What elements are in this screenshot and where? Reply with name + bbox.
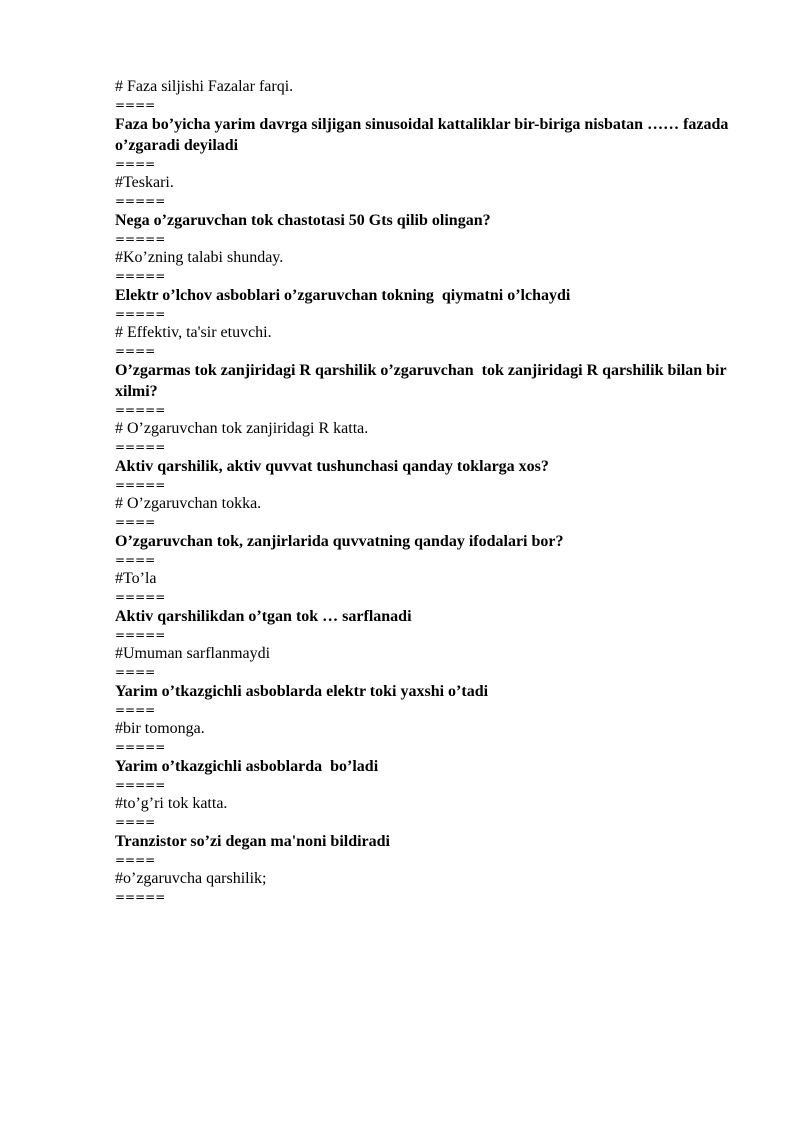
answer-line: # O’zgaruvchan tokka. (115, 495, 262, 512)
question-line: Yarim o’tkazgichli asboblarda bo’ladi (115, 758, 379, 775)
answer-line: # Faza siljishi Fazalar farqi. (115, 78, 294, 95)
answer-line: #bir tomonga. (115, 720, 205, 737)
separator-line: ===== (115, 403, 166, 417)
answer-line: #Teskari. (115, 174, 174, 191)
separator-line: ==== (115, 553, 156, 567)
document-page (115, 77, 755, 906)
question-line: O’zgarmas tok zanjiridagi R qarshilik o’zgaruvchan tok zanjiridagi R qarshilik bilan bir xilmi? (115, 362, 731, 400)
question-line: Aktiv qarshilik, aktiv quvvat tushunchasi qanday toklarga xos? (115, 458, 549, 475)
separator-line: ===== (115, 440, 166, 454)
separator-line: ===== (115, 778, 166, 792)
answer-line: #o’zgaruvcha qarshilik; (115, 870, 267, 887)
separator-line: ==== (115, 515, 156, 529)
answer-line: #Umuman sarflanmaydi (115, 645, 271, 662)
answer-line: #to’g’ri tok katta. (115, 795, 228, 812)
separator-line: ===== (115, 478, 166, 492)
separator-line: ===== (115, 307, 166, 321)
separator-line: ===== (115, 890, 166, 904)
separator-line: ==== (115, 157, 156, 171)
separator-line: ===== (115, 232, 166, 246)
separator-line: ==== (115, 98, 156, 112)
separator-line: ==== (115, 815, 156, 829)
separator-line: ==== (115, 665, 156, 679)
question-line: Elektr o’lchov asboblari o’zgaruvchan tokning qiymatni o’lchaydi (115, 287, 571, 304)
separator-line: ==== (115, 853, 156, 867)
question-line: Tranzistor so’zi degan ma'noni bildiradi (115, 833, 390, 850)
question-line: Nega o’zgaruvchan tok chastotasi 50 Gts qilib olingan? (115, 212, 491, 229)
question-line: Aktiv qarshilikdan o’tgan tok … sarflanadi (115, 608, 412, 625)
answer-line: #To’la (115, 570, 157, 587)
separator-line: ===== (115, 269, 166, 283)
question-line: Faza bo’yicha yarim davrga siljigan sinusoidal kattaliklar bir-biriga nisbatan …… fazada o’zgaradi deyiladi (115, 116, 733, 154)
separator-line: ==== (115, 344, 156, 358)
question-line: O’zgaruvchan tok, zanjirlarida quvvatning qanday ifodalari bor? (115, 533, 564, 550)
answer-line: # O’zgaruvchan tok zanjiridagi R katta. (115, 420, 369, 437)
separator-line: ===== (115, 740, 166, 754)
separator-line: ==== (115, 703, 156, 717)
answer-line: #Ko’zning talabi shunday. (115, 249, 284, 266)
separator-line: ===== (115, 590, 166, 604)
answer-line: # Effektiv, ta'sir etuvchi. (115, 324, 272, 341)
separator-line: ===== (115, 194, 166, 208)
separator-line: ===== (115, 628, 166, 642)
question-line: Yarim o’tkazgichli asboblarda elektr toki yaxshi o’tadi (115, 683, 489, 700)
